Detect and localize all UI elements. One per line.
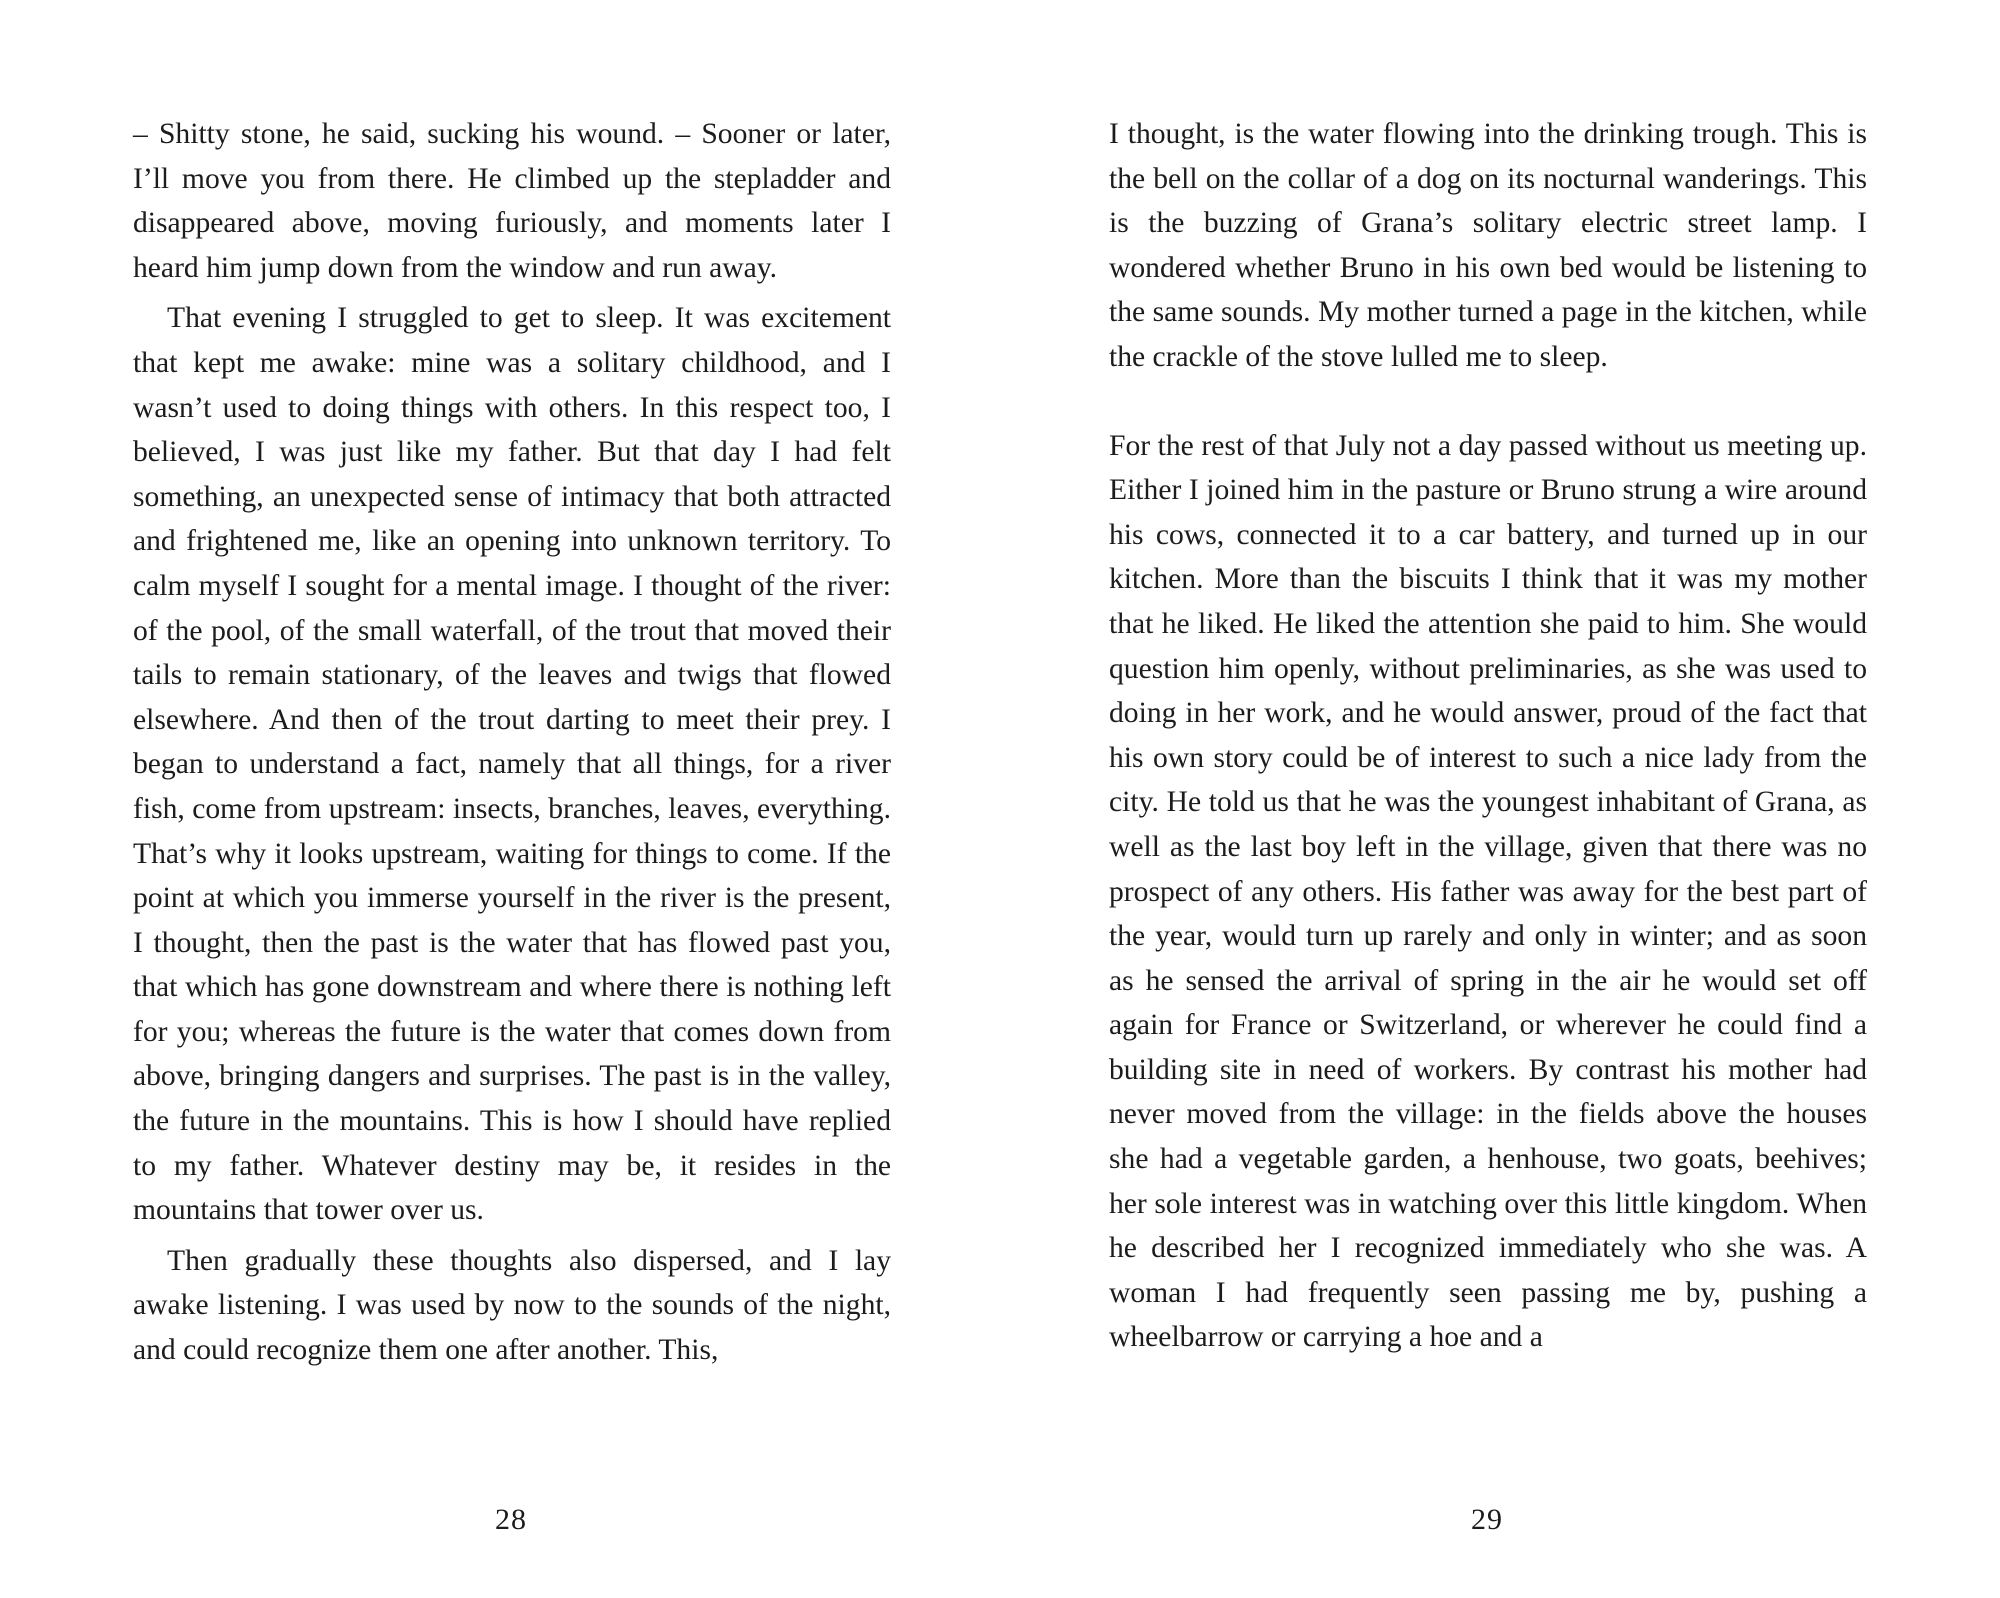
left-page-text	[133, 112, 891, 1373]
paragraph: Then gradually these thoughts also dispersed, and I lay awake listening. I was used by now to the sounds of the night, and could recognize them one after another. This,	[133, 1244, 891, 1367]
paragraph: I thought, is the water flowing into the drinking trough. This is the bell on the collar of a dog on its nocturnal wanderings. This is the buzzing of Grana’s solitary electric street lamp. I wondered whether Bruno in his own bed would be listening to the same sounds. My mother turned a page in the kitchen, while the crackle of the stove lulled me to sleep.	[1109, 118, 1867, 373]
paragraph: – Shitty stone, he said, sucking his wound. – Sooner or later, I’ll move you from there. He climbed up the stepladder and disappeared above, moving furiously, and moments later I heard him jump down from the window and run away.	[133, 118, 891, 284]
right-page	[1000, 0, 2000, 1598]
paragraph: That evening I struggled to get to sleep. It was excitement that kept me awake: mine was a solitary childhood, and I wasn’t used to doing things with others. In this respect too, I believed, I was just like my father. But that day I had felt something, an unexpected sense of intimacy that both attracted and frightened me, like an opening into unknown territory. To calm myself I sought for a mental image. I thought of the river: of the pool, of the small waterfall, of the trout that moved their tails to remain stationary, of the leaves and twigs that flowed elsewhere. And then of the trout darting to meet their prey. I began to understand a fact, namely that all things, for a river fish, come from upstream: insects, branches, leaves, everything. That’s why it looks upstream, waiting for things to come. If the point at which you immerse yourself in the river is the present, I thought, then the past is the water that has flowed past you, that which has gone downstream and where there is nothing left for you; whereas the future is the water that comes down from above, bringing dangers and surprises. The past is in the valley, the future in the mountains. This is how I should have replied to my father. Whatever destiny may be, it resides in the mountains that tower over us.	[133, 302, 891, 1227]
paragraph: For the rest of that July not a day passed without us meeting up. Either I joined him in the pasture or Bruno strung a wire around his cows, connected it to a car battery, and turned up in our kitchen. More than the biscuits I think that it was my mother that he liked. He liked the attention she paid to him. She would question him openly, without preliminaries, as she was used to doing in her work, and he would answer, proud of the fact that his own story could be of interest to such a nice lady from the city. He told us that he was the youngest inhabitant of Grana, as well as the last boy left in the village, given that there was no prospect of any others. His father was away for the best part of the year, would turn up rarely and only in winter; and as soon as he sensed the arrival of spring in the air he would set off again for France or Switzerland, or wherever he could find a building site in need of workers. By contrast his mother had never moved from the village: in the fields above the houses she had a vegetable garden, a henhouse, two goats, beehives; her sole interest was in watching over this little kingdom. When he described her I recognized immediately who she was. A woman I had frequently seen passing me by, pushing a wheelbarrow or carrying a hoe and a	[1109, 429, 1867, 1354]
right-page-text	[1109, 112, 1867, 1360]
page-number: 28	[495, 1503, 527, 1536]
page-number: 29	[1471, 1503, 1503, 1536]
